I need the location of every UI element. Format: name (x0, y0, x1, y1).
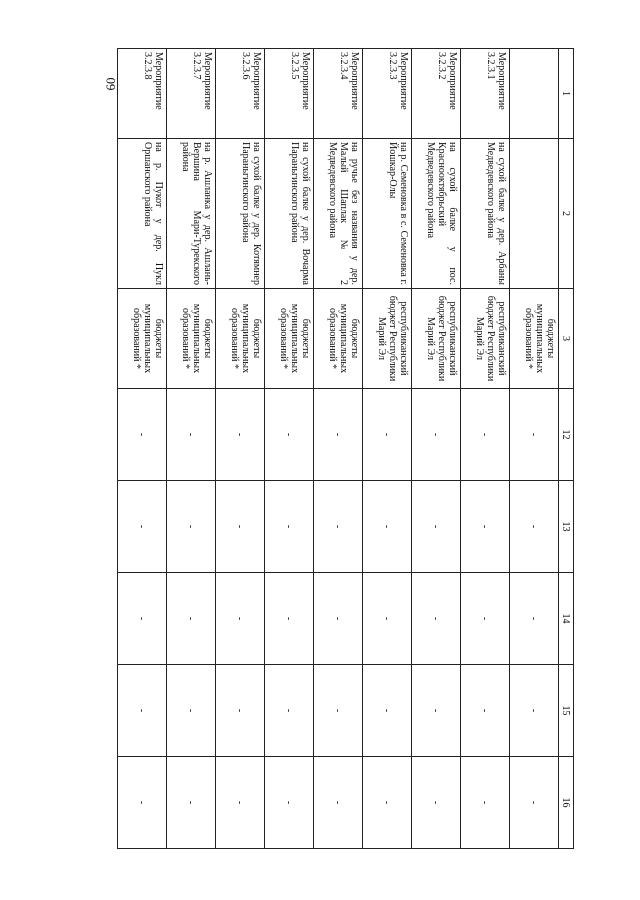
value-cell: - (461, 665, 510, 757)
header-cell: 2 (559, 139, 574, 289)
value-cell: - (510, 757, 559, 849)
header-cell: 14 (559, 573, 574, 665)
table-row (118, 49, 167, 849)
value-cell: - (412, 389, 461, 481)
value-cell: - (167, 573, 216, 665)
funding-source-cell: бюджеты муниципальных образований * (118, 289, 167, 389)
header-cell: 13 (559, 481, 574, 573)
value-cell: - (510, 389, 559, 481)
value-cell: - (216, 757, 265, 849)
event-cell: Мероприятие 3.2.3.8 (118, 49, 167, 139)
funding-source-cell: республиканский бюджет Республики Марий Эл (461, 289, 510, 389)
value-cell: - (118, 573, 167, 665)
table-row (363, 49, 412, 849)
value-cell: - (363, 573, 412, 665)
event-cell: Мероприятие 3.2.3.3 (363, 49, 412, 139)
header-cell: 1 (559, 49, 574, 139)
table-row (265, 49, 314, 849)
value-cell: - (265, 481, 314, 573)
funding-source-cell: бюджеты муниципальных образований * (216, 289, 265, 389)
value-cell: - (118, 389, 167, 481)
value-cell: - (412, 573, 461, 665)
object-cell: на сухой балке у пос. Краснооктябрьский Медведевского района (412, 139, 461, 289)
value-cell: - (363, 389, 412, 481)
table-body (118, 49, 510, 849)
value-cell: - (265, 757, 314, 849)
header-cell: 3 (559, 289, 574, 389)
table-row (167, 49, 216, 849)
rotated-page-content (128, 48, 574, 848)
value-cell: - (216, 389, 265, 481)
funding-source-cell: бюджеты муниципальных образований * (265, 289, 314, 389)
event-cell: Мероприятие 3.2.3.6 (216, 49, 265, 139)
value-cell: - (363, 481, 412, 573)
object-cell: на сухой балке у дер. Котямнер Параньгинского района (216, 139, 265, 289)
funding-source-cell: бюджеты муниципальных образований * (314, 289, 363, 389)
value-cell: - (363, 757, 412, 849)
page-number: 60 (103, 77, 118, 91)
value-cell: - (314, 573, 363, 665)
value-cell: - (118, 665, 167, 757)
value-cell: - (461, 481, 510, 573)
event-cell: Мероприятие 3.2.3.7 (167, 49, 216, 139)
table-row (510, 49, 559, 849)
object-cell (510, 139, 559, 289)
table-row (461, 49, 510, 849)
funding-source-cell: республиканский бюджет Республики Марий Эл (412, 289, 461, 389)
value-cell: - (510, 573, 559, 665)
value-cell: - (461, 573, 510, 665)
event-cell: Мероприятие 3.2.3.5 (265, 49, 314, 139)
header-cell: 12 (559, 389, 574, 481)
value-cell: - (167, 481, 216, 573)
value-cell: - (314, 481, 363, 573)
value-cell: - (216, 481, 265, 573)
value-cell: - (216, 665, 265, 757)
value-cell: - (118, 481, 167, 573)
value-cell: - (461, 757, 510, 849)
object-cell: на ручье без названия у дер. Малый Шаплак № 2 Медведевского района (314, 139, 363, 289)
object-cell: на р. Семеновка в с. Семеновка г. Йошкар-Олы (363, 139, 412, 289)
value-cell: - (167, 665, 216, 757)
event-cell (510, 49, 559, 139)
event-cell: Мероприятие 3.2.3.4 (314, 49, 363, 139)
value-cell: - (216, 573, 265, 665)
value-cell: - (118, 757, 167, 849)
value-cell: - (412, 757, 461, 849)
event-cell: Мероприятие 3.2.3.1 (461, 49, 510, 139)
value-cell: - (167, 389, 216, 481)
value-cell: - (265, 665, 314, 757)
value-cell: - (167, 757, 216, 849)
funding-source-cell: бюджеты муниципальных образований * (167, 289, 216, 389)
value-cell: - (412, 481, 461, 573)
value-cell: - (510, 665, 559, 757)
object-cell: на сухой балке у дер. Вочарма Параньгинского района (265, 139, 314, 289)
object-cell: на р. Пукот у дер. Пукл Оршанского района (118, 139, 167, 289)
value-cell: - (314, 665, 363, 757)
value-cell: - (314, 389, 363, 481)
value-cell: - (412, 665, 461, 757)
value-cell: - (265, 389, 314, 481)
value-cell: - (461, 389, 510, 481)
measures-table (117, 48, 574, 849)
value-cell: - (314, 757, 363, 849)
table-row (412, 49, 461, 849)
object-cell: на сухой балке у дер. Арбаны Медведевского района (461, 139, 510, 289)
header-cell: 16 (559, 757, 574, 849)
funding-source-cell: республиканский бюджет Республики Марий Эл (363, 289, 412, 389)
value-cell: - (363, 665, 412, 757)
object-cell: на р. Ашланка у дер. Ашлань-Вершина Мари-Турекского района (167, 139, 216, 289)
header-cell: 15 (559, 665, 574, 757)
table-header-row (559, 49, 574, 849)
value-cell: - (265, 573, 314, 665)
table-row (216, 49, 265, 849)
event-cell: Мероприятие 3.2.3.2 (412, 49, 461, 139)
funding-source-cell: бюджеты муниципальных образований * (510, 289, 559, 389)
table-row (314, 49, 363, 849)
value-cell: - (510, 481, 559, 573)
